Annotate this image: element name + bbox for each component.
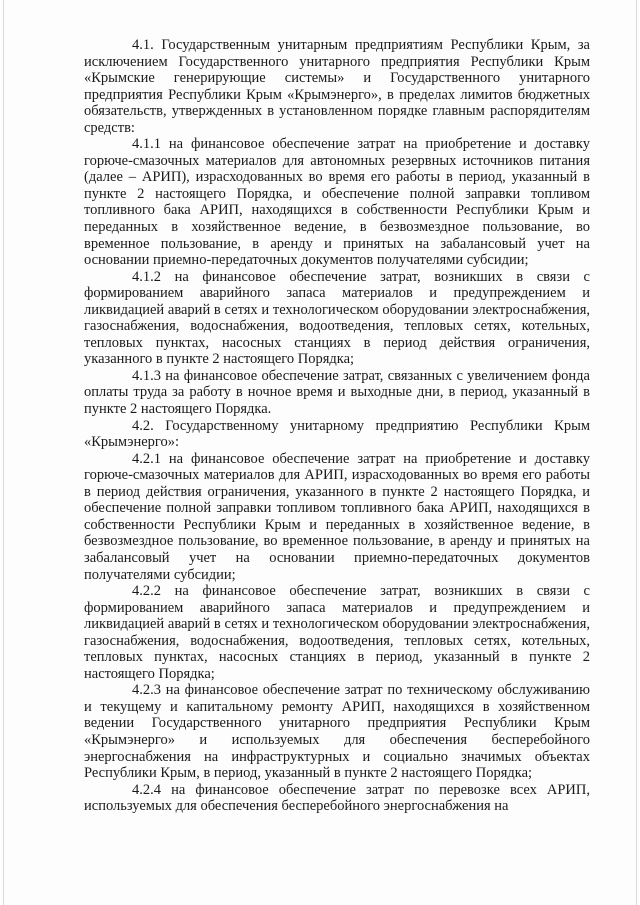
paragraph-4-2: 4.2. Государственному унитарному предприятию Республики Крым «Крымэнерго»: bbox=[84, 417, 590, 451]
paragraph-4-1-3: 4.1.3 на финансовое обеспечение затрат, связанных с увеличением фонда оплаты труда за работу в ночное время и выходные дни, в период, указанный в пункте 2 настоящего Порядка. bbox=[84, 367, 590, 418]
paragraph-4-2-4: 4.2.4 на финансовое обеспечение затрат по перевозке всех АРИП, используемых для обеспечения бесперебойного энергоснабжения на bbox=[84, 781, 590, 815]
scan-edge-left bbox=[3, 0, 4, 905]
paragraph-4-2-2: 4.2.2 на финансовое обеспечение затрат, возникших в связи с формированием аварийного запаса материалов и предупреждением и ликвидацией аварий в сетях и технологическом оборудовании электроснабжения, газоснабжения, водоснабжения, водоотведения, тепловых сетях, котельных, тепловых пунктах, насосных станциях в период, указанный в пункте 2 настоящего Порядка; bbox=[84, 583, 590, 682]
paragraph-4-2-3: 4.2.3 на финансовое обеспечение затрат по техническому обслуживанию и текущему и капитальному ремонту АРИП, находящихся в хозяйственном ведении Государственного унитарного предприятия Республики Крым «Крымэнерго» и используемых для обеспечения бесперебойного энергоснабжения на инфраструктурных и социально значимых объектах Республики Крым, в период, указанный в пункте 2 настоящего Порядка; bbox=[84, 682, 590, 782]
document-body bbox=[84, 37, 590, 815]
paragraph-4-1: 4.1. Государственным унитарным предприятиям Республики Крым, за исключением Государственного унитарного предприятия Республики Крым «Крымские генерирующие системы» и Государственного унитарного предприятия Республики Крым «Крымэнерго», в пределах лимитов бюджетных обязательств, утвержденных в установленном порядке главным распорядителям средств: bbox=[84, 37, 590, 136]
paragraph-4-1-2: 4.1.2 на финансовое обеспечение затрат, возникших в связи с формированием аварийного запаса материалов и предупреждением и ликвидацией аварий в сетях и технологическом оборудовании электроснабжения, газоснабжения, водоснабжения, водоотведения, тепловых сетях, котельных, тепловых пунктах, насосных станциях в период действия ограничения, указанного в пункте 2 настоящего Порядка; bbox=[84, 268, 590, 368]
paragraph-4-1-1: 4.1.1 на финансовое обеспечение затрат на приобретение и доставку горюче-смазочных материалов для автономных резервных источников питания (далее – АРИП), израсходованных во время его работы в период, указанный в пункте 2 настоящего Порядка, и обеспечение полной заправки топливом топливного бака АРИП, находящихся в собственности Республики Крым и переданных в хозяйственное ведение, в безвозмездное пользование, во временное пользование, в аренду и принятых на забалансовый учет на основании приемно-передаточных документов получателями субсидии; bbox=[84, 136, 590, 269]
paragraph-4-2-1: 4.2.1 на финансовое обеспечение затрат на приобретение и доставку горюче-смазочных материалов для АРИП, израсходованных во время его работы в период действия ограничения, указанного в пункте 2 настоящего Порядка, и обеспечение полной заправки топливом топливного бака АРИП, находящихся в собственности Республики Крым и переданных в хозяйственное ведение, в безвозмездное пользование, во временное пользование, в аренду и принятых на забалансовый учет на основании приемно-передаточных документов получателями субсидии; bbox=[84, 450, 590, 583]
scan-edge-right bbox=[636, 0, 637, 905]
